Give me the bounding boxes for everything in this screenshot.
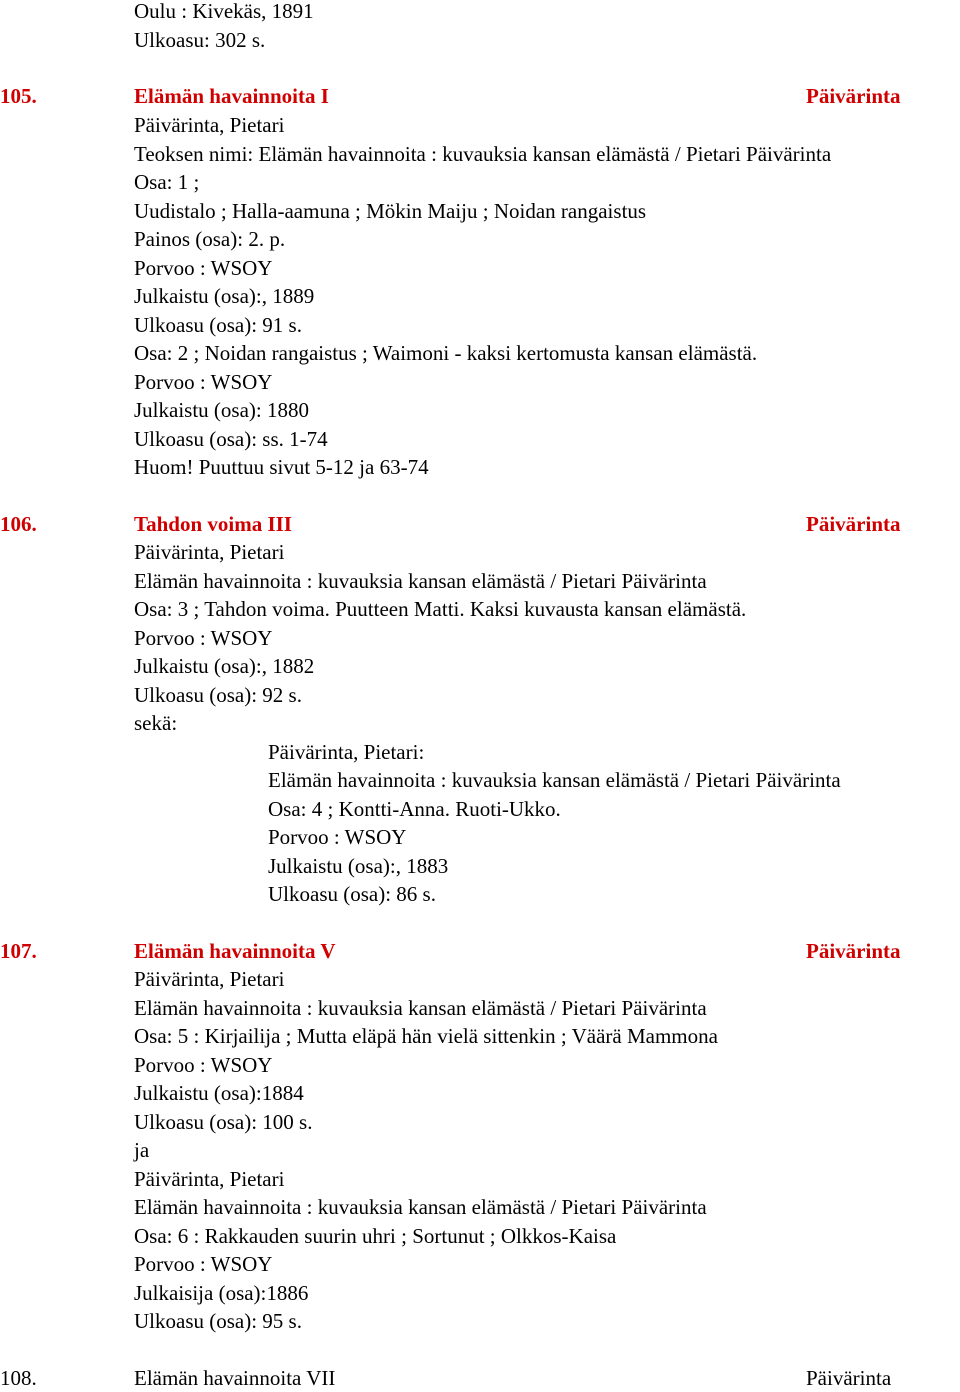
published-line: Julkaistu (osa):, 1882 bbox=[134, 654, 315, 678]
extent-line: Ulkoasu (osa): 91 s. bbox=[134, 313, 302, 337]
extent-line: Ulkoasu (osa): 86 s. bbox=[268, 882, 436, 906]
part-line: Osa: 3 ; Tahdon voima. Puutteen Matti. Kaksi kuvausta kansan elämästä. bbox=[134, 597, 747, 621]
part-line: Osa: 6 : Rakkauden suurin uhri ; Sortunut ; Olkkos-Kaisa bbox=[134, 1224, 617, 1248]
part-line: Osa: 2 ; Noidan rangaistus ; Waimoni - kaksi kertomusta kansan elämästä. bbox=[134, 341, 758, 365]
entry-author-right: Päivärinta bbox=[806, 512, 901, 536]
entry-number: 108. bbox=[0, 1366, 37, 1390]
part-line: Osa: 4 ; Kontti-Anna. Ruoti-Ukko. bbox=[268, 797, 561, 821]
contents-line: Uudistalo ; Halla-aamuna ; Mökin Maiju ; Noidan rangaistus bbox=[134, 199, 647, 223]
author-line: Päivärinta, Pietari bbox=[134, 113, 285, 137]
entry-number: 106. bbox=[0, 512, 37, 536]
published-line: Julkaistu (osa):, 1883 bbox=[268, 854, 449, 878]
entry-title: Tahdon voima III bbox=[134, 512, 292, 536]
edition-line: Painos (osa): 2. p. bbox=[134, 227, 286, 251]
part-line: Osa: 5 : Kirjailija ; Mutta eläpä hän vielä sittenkin ; Väärä Mammona bbox=[134, 1024, 718, 1048]
entry-title: Elämän havainnoita VII bbox=[134, 1366, 336, 1390]
published-line: Julkaistu (osa):, 1889 bbox=[134, 284, 315, 308]
author-line: Päivärinta, Pietari bbox=[134, 967, 285, 991]
title-line: Elämän havainnoita : kuvauksia kansan elämästä / Pietari Päivärinta bbox=[134, 1195, 707, 1219]
publisher-line: Porvoo : WSOY bbox=[134, 1053, 273, 1077]
extent-line: Ulkoasu (osa): ss. 1-74 bbox=[134, 427, 328, 451]
entry-author-right: Päivärinta bbox=[806, 939, 901, 963]
published-line: Julkaisija (osa):1886 bbox=[134, 1281, 309, 1305]
entry-number: 105. bbox=[0, 84, 37, 108]
title-line: Elämän havainnoita : kuvauksia kansan elämästä / Pietari Päivärinta bbox=[134, 996, 707, 1020]
entry-number: 107. bbox=[0, 939, 37, 963]
entry-title: Elämän havainnoita I bbox=[134, 84, 329, 108]
publisher-line: Porvoo : WSOY bbox=[134, 626, 273, 650]
author-line: Päivärinta, Pietari: bbox=[268, 740, 425, 764]
published-line: Julkaistu (osa):1884 bbox=[134, 1081, 304, 1105]
note-line: Huom! Puuttuu sivut 5-12 ja 63-74 bbox=[134, 455, 429, 479]
extent-line: Ulkoasu (osa): 95 s. bbox=[134, 1309, 302, 1333]
title-line: Elämän havainnoita : kuvauksia kansan elämästä / Pietari Päivärinta bbox=[268, 768, 841, 792]
extent-line: Ulkoasu (osa): 100 s. bbox=[134, 1110, 313, 1134]
title-line: Elämän havainnoita : kuvauksia kansan elämästä / Pietari Päivärinta bbox=[134, 569, 707, 593]
author-line: Päivärinta, Pietari bbox=[134, 540, 285, 564]
published-line: Julkaistu (osa): 1880 bbox=[134, 398, 309, 422]
author-line: Päivärinta, Pietari bbox=[134, 1167, 285, 1191]
entry-author-right: Päivärinta bbox=[806, 1366, 892, 1390]
part-line: Osa: 1 ; bbox=[134, 170, 200, 194]
and-label: ja bbox=[134, 1138, 150, 1162]
publisher-line: Porvoo : WSOY bbox=[134, 370, 273, 394]
publisher-line: Porvoo : WSOY bbox=[268, 825, 407, 849]
title-line: Teoksen nimi: Elämän havainnoita : kuvauksia kansan elämästä / Pietari Päivärinta bbox=[134, 142, 832, 166]
entry-title: Elämän havainnoita V bbox=[134, 939, 336, 963]
publisher-line: Porvoo : WSOY bbox=[134, 1252, 273, 1276]
extent-line: Ulkoasu (osa): 92 s. bbox=[134, 683, 302, 707]
place-publisher-line: Oulu : Kivekäs, 1891 bbox=[134, 0, 314, 23]
also-label: sekä: bbox=[134, 711, 178, 735]
publisher-line: Porvoo : WSOY bbox=[134, 256, 273, 280]
extent-line: Ulkoasu: 302 s. bbox=[134, 28, 266, 52]
entry-author-right: Päivärinta bbox=[806, 84, 901, 108]
